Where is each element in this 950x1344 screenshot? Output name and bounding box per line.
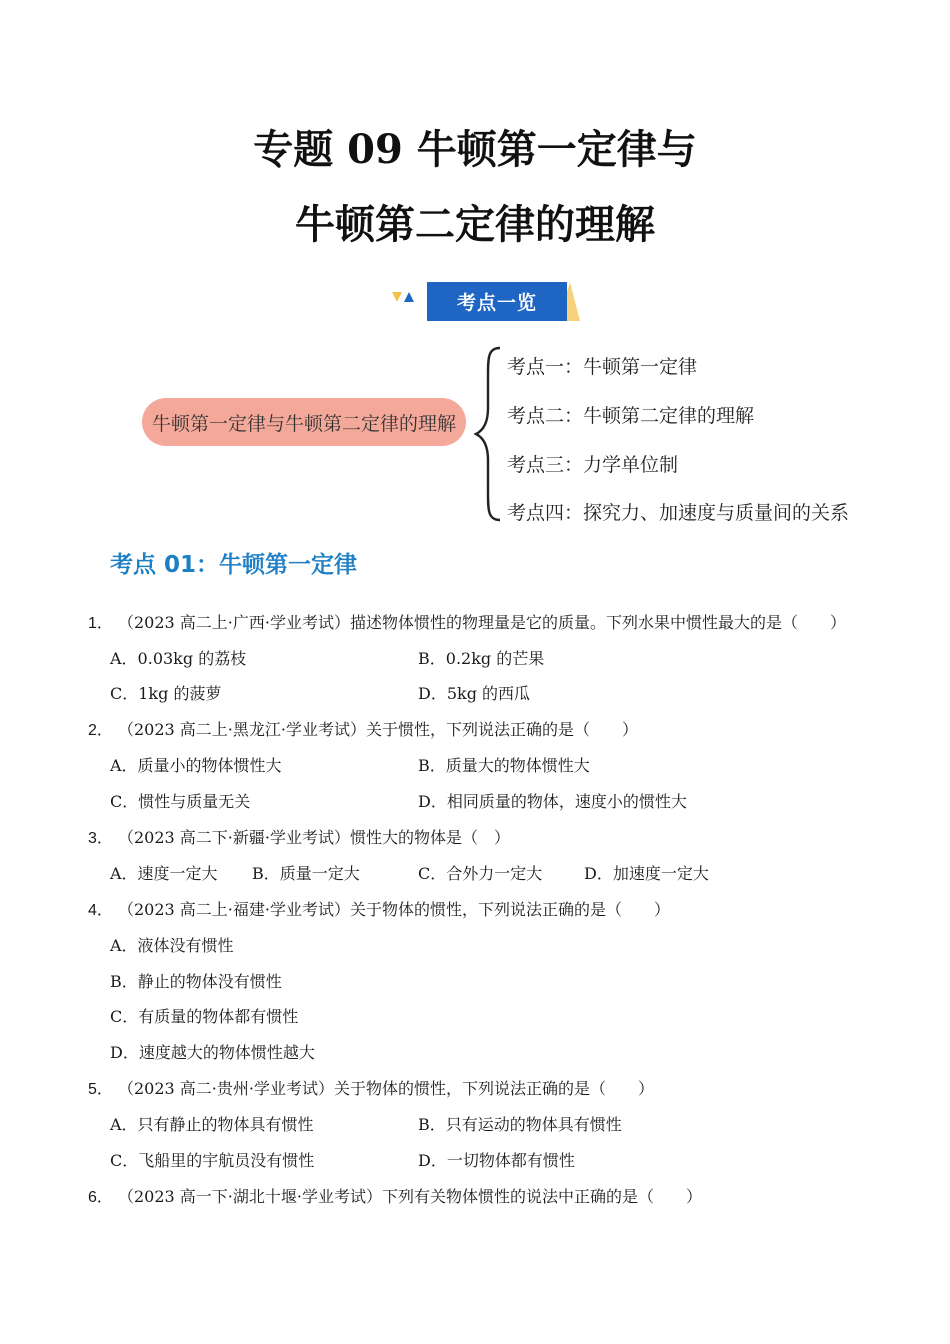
question-5 [88, 1076, 654, 1099]
question-2 [88, 717, 638, 740]
option-d: D．速度越大的物体惯性越大 [110, 1043, 315, 1062]
page-title-line2: 牛顿第二定律的理解 [295, 201, 655, 248]
question-number: 4． [88, 902, 113, 919]
question-6 [88, 1184, 702, 1207]
mindmap-item-2: 考点二：牛顿第二定律的理解 [507, 405, 755, 427]
option-a: A．速度一定大 [110, 864, 218, 883]
option-a: A．质量小的物体惯性大 [110, 756, 282, 775]
option-c: C．有质量的物体都有惯性 [110, 1007, 299, 1026]
section-heading: 考点 01：牛顿第一定律 [110, 552, 358, 578]
question-stem: （2023 高二下·新疆·学业考试）惯性大的物体是（ ） [118, 828, 510, 847]
option-d: D．加速度一定大 [584, 864, 709, 883]
question-number: 3． [88, 830, 113, 847]
section-banner [390, 280, 590, 324]
option-a: A．0.03kg 的荔枝 [110, 649, 247, 668]
option-c: C．1kg 的菠萝 [110, 684, 222, 703]
question-stem: （2023 高一下·湖北十堰·学业考试）下列有关物体惯性的说法中正确的是（ ） [118, 1187, 702, 1206]
option-b: B．静止的物体没有惯性 [110, 972, 282, 991]
question-number: 6． [88, 1189, 113, 1206]
curly-brace-icon [472, 346, 506, 522]
option-d: D．一切物体都有惯性 [418, 1151, 575, 1170]
question-3 [88, 825, 510, 848]
question-stem: （2023 高二上·黑龙江·学业考试）关于惯性，下列说法正确的是（ ） [118, 720, 638, 739]
question-1 [88, 610, 846, 633]
option-c: C．合外力一定大 [418, 864, 543, 883]
option-c: C．飞船里的宇航员没有惯性 [110, 1151, 315, 1170]
mindmap-item-1: 考点一：牛顿第一定律 [507, 356, 698, 378]
option-b: B．质量大的物体惯性大 [418, 756, 590, 775]
banner-label: 考点一览 [427, 282, 567, 321]
question-number: 1． [88, 615, 113, 632]
question-stem: （2023 高二上·广西·学业考试）描述物体惯性的物理量是它的质量。下列水果中惯性最大的是（ ） [118, 613, 846, 632]
option-a: A．只有静止的物体具有惯性 [110, 1115, 314, 1134]
mindmap-item-4: 考点四：探究力、加速度与质量间的关系 [507, 502, 850, 524]
mindmap-center: 牛顿第一定律与牛顿第二定律的理解 [142, 398, 466, 446]
option-d: D．相同质量的物体，速度小的惯性大 [418, 792, 687, 811]
option-b: B．只有运动的物体具有惯性 [418, 1115, 622, 1134]
question-number: 2． [88, 722, 113, 739]
option-c: C．惯性与质量无关 [110, 792, 251, 811]
option-d: D．5kg 的西瓜 [418, 684, 531, 703]
question-number: 5． [88, 1081, 113, 1098]
page-title-line1: 专题 09 牛顿第一定律与 [253, 126, 697, 173]
question-stem: （2023 高二·贵州·学业考试）关于物体的惯性，下列说法正确的是（ ） [118, 1079, 654, 1098]
option-b: B．0.2kg 的芒果 [418, 649, 545, 668]
question-4 [88, 897, 670, 920]
question-stem: （2023 高二上·福建·学业考试）关于物体的惯性，下列说法正确的是（ ） [118, 900, 670, 919]
mindmap-item-3: 考点三：力学单位制 [507, 454, 679, 476]
option-a: A．液体没有惯性 [110, 936, 234, 955]
option-b: B．质量一定大 [252, 864, 360, 883]
